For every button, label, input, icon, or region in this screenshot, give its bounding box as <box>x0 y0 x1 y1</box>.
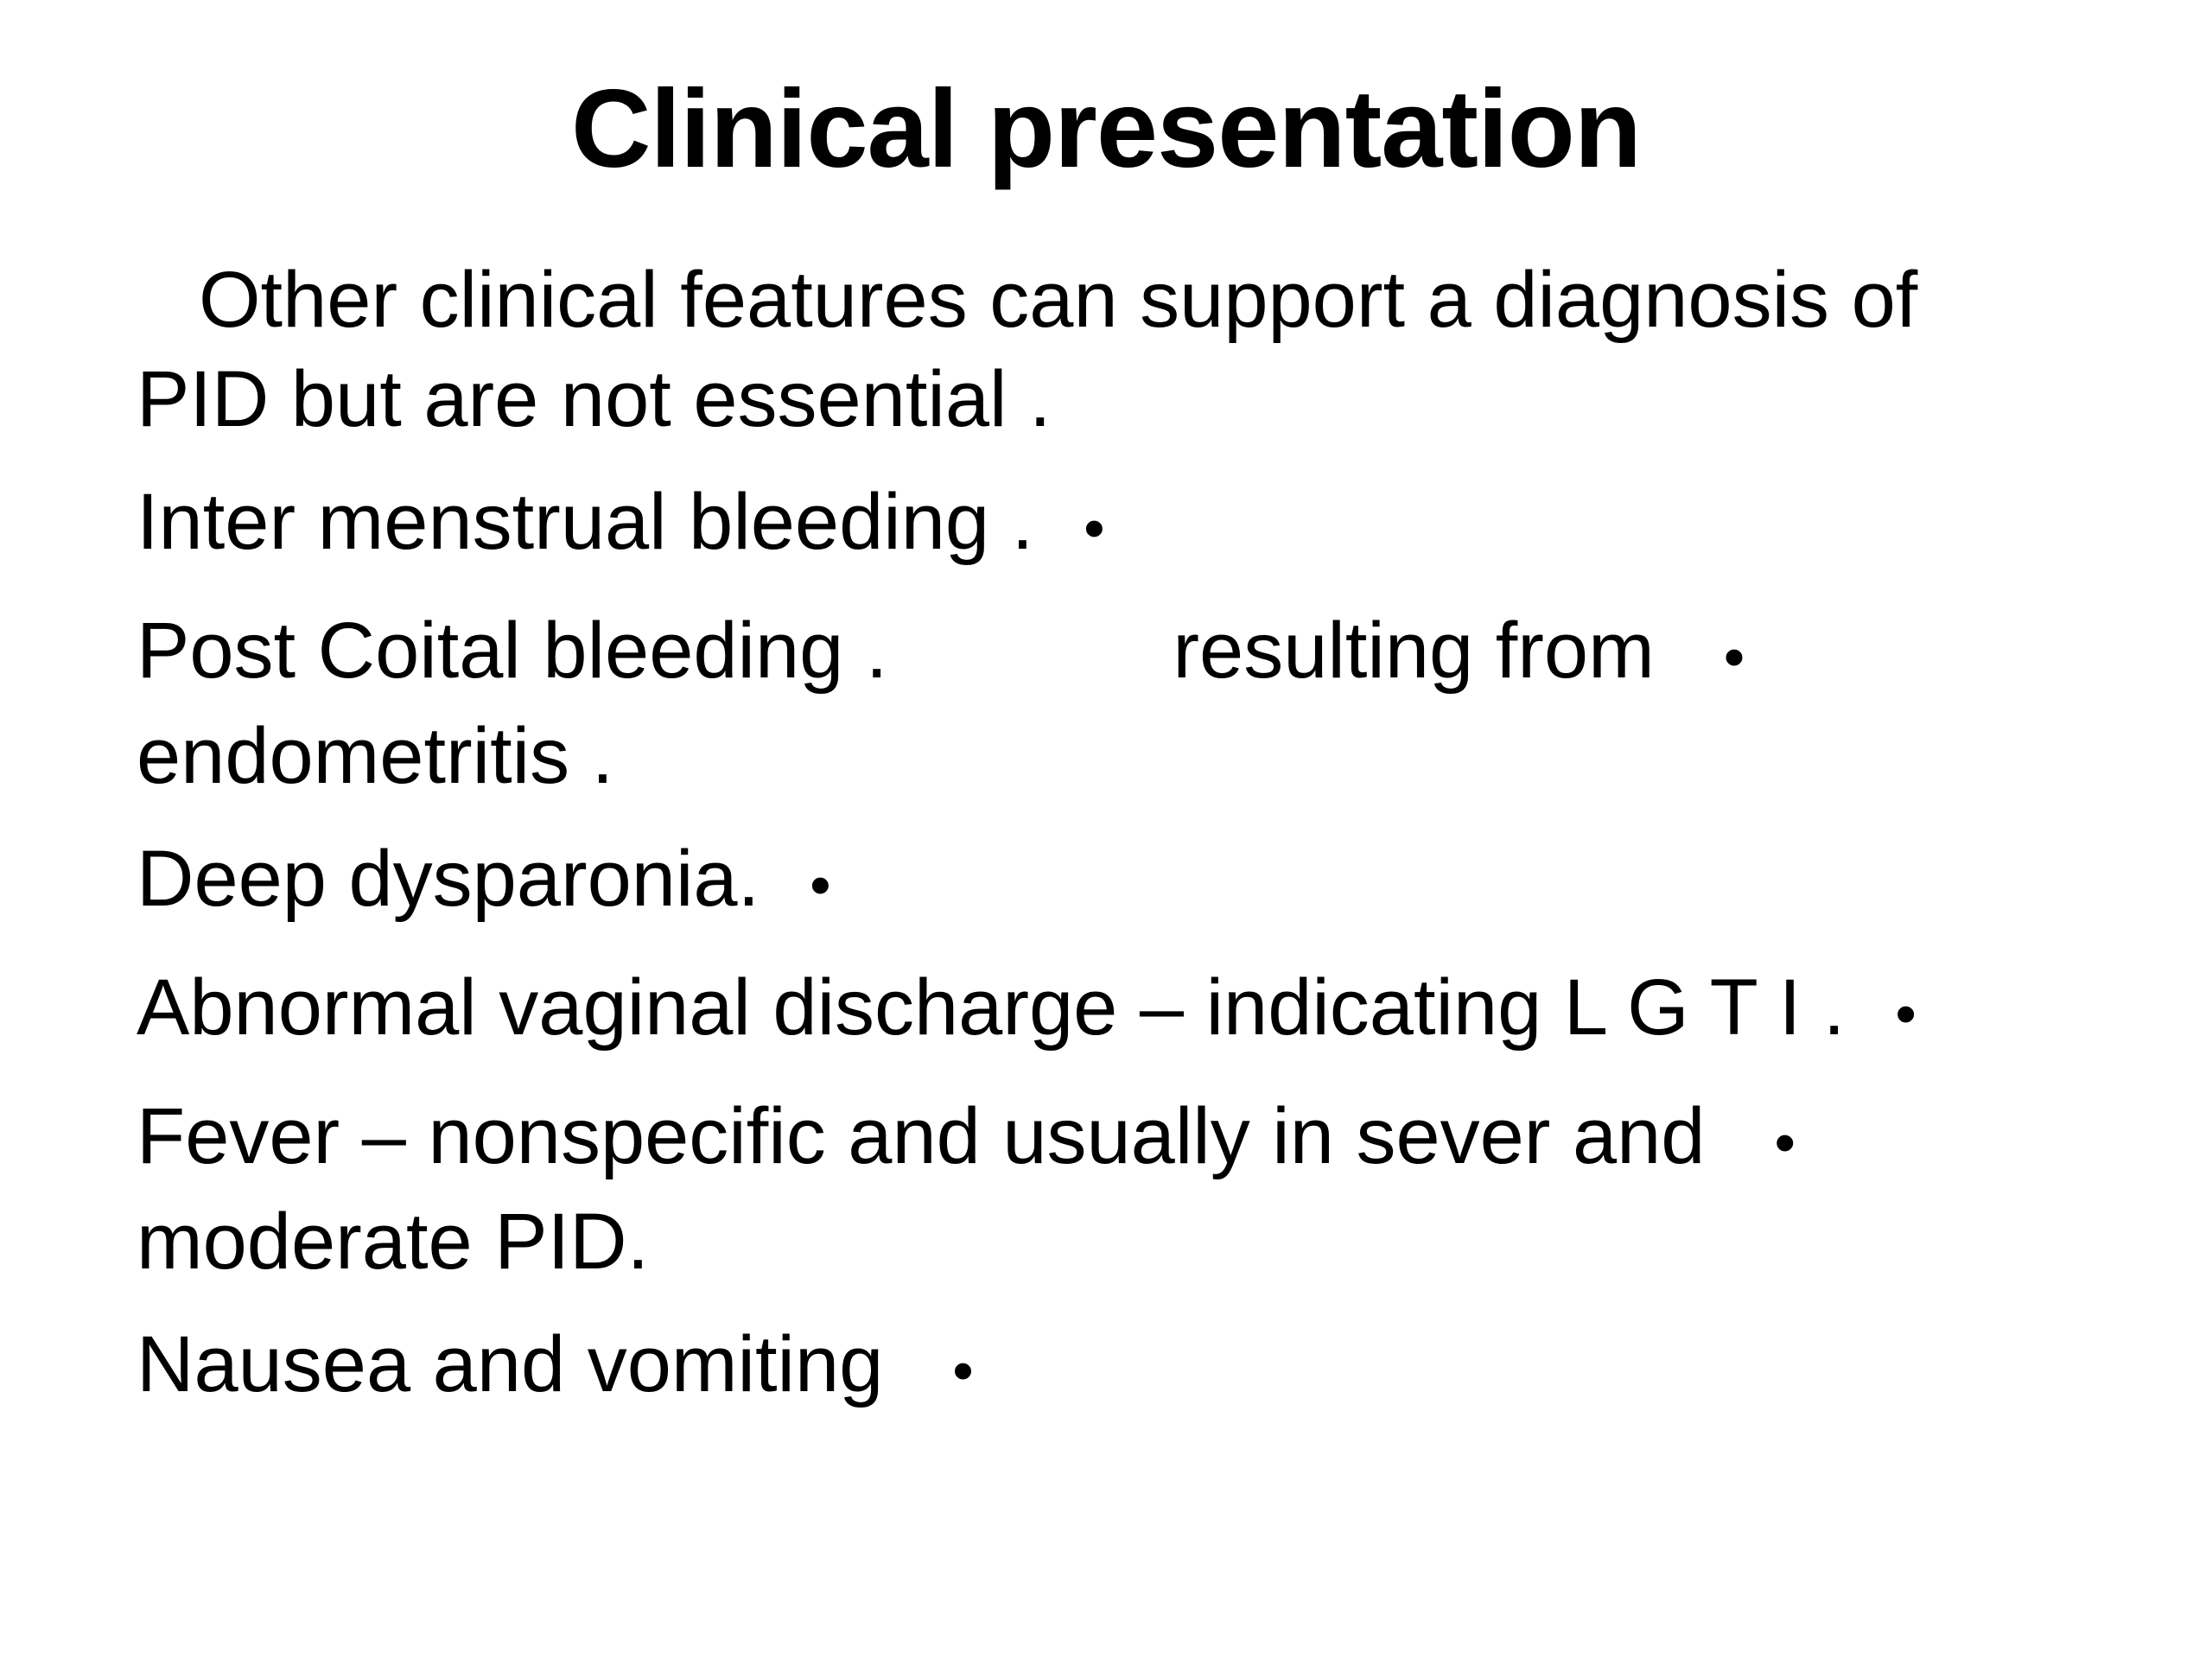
list-item <box>137 1315 2124 1421</box>
list-item <box>137 473 2124 578</box>
list-item-text: Fever – nonspecific and usually in sever and <box>137 1092 1706 1180</box>
list-item-text: Inter menstrual bleeding . <box>137 478 1034 566</box>
bullet-icon: • <box>1774 1109 1796 1176</box>
intro-line-1: Other clinical features can support a diagnosis of <box>199 256 1918 344</box>
bullet-icon: • <box>1895 980 1916 1047</box>
list-item-text: Post Coital bleeding . <box>137 607 888 695</box>
list-item <box>137 1087 2124 1292</box>
bullet-icon: • <box>810 851 831 918</box>
list-item-text: Nausea and vomiting <box>137 1320 884 1408</box>
list-item <box>137 830 2124 935</box>
bullet-icon: • <box>952 1337 974 1404</box>
list-item-text-continued: resulting from <box>1173 607 1655 695</box>
list-item-text: Abnormal vaginal discharge – indicating L G T I . <box>137 963 1846 1052</box>
list-item-text-line-2: endometritis . <box>137 712 614 800</box>
slide-body <box>137 251 2124 1421</box>
bullet-icon: • <box>1084 494 1105 562</box>
slide-title: Clinical presentation <box>571 67 1641 191</box>
bullet-icon: • <box>1723 623 1745 690</box>
intro-paragraph <box>137 251 2124 449</box>
intro-line-2: PID but are not essential . <box>137 355 1052 443</box>
list-item-text-line-2: moderate PID. <box>137 1198 650 1286</box>
list-item-text: Deep dysparonia. <box>137 835 760 923</box>
list-item <box>137 958 2124 1064</box>
list-item <box>137 601 2124 806</box>
